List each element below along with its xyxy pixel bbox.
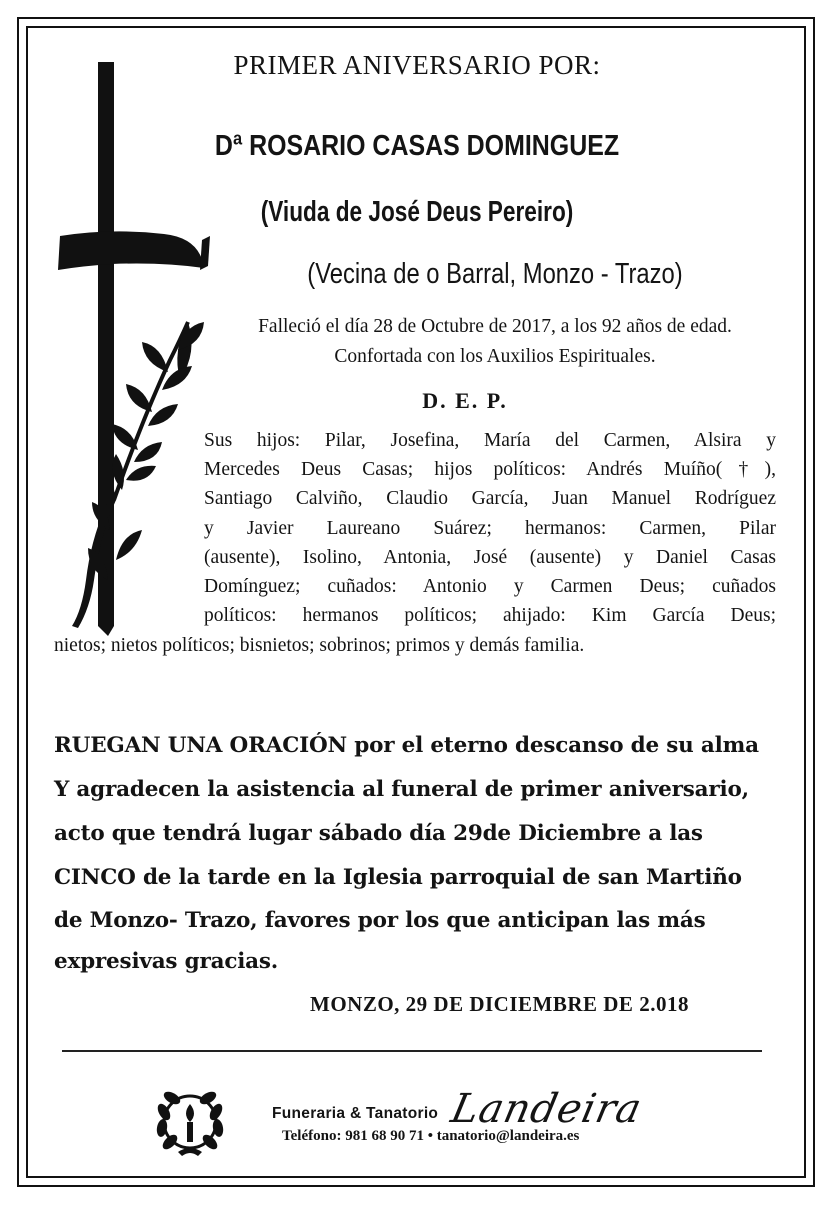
family-line: Santiago Calviño, Claudio García, Juan Manuel Rodríguez: [204, 488, 776, 509]
request-line: RUEGAN UNA ORACIÓN por el eterno descanso de su alma: [54, 733, 759, 758]
laurel-wreath-torch-icon: [150, 1082, 230, 1162]
family-line: Domínguez; cuñados: Antonio y Carmen Deus; cuñados: [204, 576, 776, 597]
family-line: (ausente), Isolino, Antonia, José (ausente) y Daniel Casas: [204, 547, 776, 568]
neighbor-line: (Vecina de o Barral, Monzo - Trazo): [307, 258, 683, 290]
deceased-full-name: ROSARIO CASAS DOMINGUEZ: [249, 130, 620, 162]
family-line: y Javier Laureano Suárez; hermanos: Carmen, Pilar: [204, 518, 776, 539]
funeral-home-label: Funeraria & Tanatorio: [272, 1105, 439, 1122]
request-line: de Monzo- Trazo, favores por los que anticipan las más: [54, 908, 706, 933]
request-line: expresivas gracias.: [54, 949, 279, 974]
deceased-name: [58, 130, 775, 163]
rip-label: D. E. P.: [422, 388, 508, 413]
request-line: CINCO de la tarde en la Iglesia parroquial de san Martiño: [54, 865, 742, 890]
family-line: políticos: hermanos políticos; ahijado: Kim García Deus;: [204, 605, 776, 626]
honorific-prefix: Dª: [214, 130, 243, 162]
request-line: acto que tendrá lugar sábado día 29de Diciembre a las: [54, 821, 703, 846]
request-line: Y agradecen la asistencia al funeral de primer aniversario,: [54, 777, 749, 802]
death-notice: Falleció el día 28 de Octubre de 2017, a los 92 años de edad. Confortada con los Auxilios Espirituales.: [258, 316, 732, 367]
place-date: MONZO, 29 DE DICIEMBRE DE 2.018: [310, 992, 689, 1016]
family-line: Sus hijos: Pilar, Josefina, María del Carmen, Alsira y: [204, 430, 776, 451]
contact-info: Teléfono: 981 68 90 71 • tanatorio@landeira.es: [282, 1128, 580, 1144]
anniversary-header: PRIMER ANIVERSARIO POR:: [233, 50, 601, 80]
landeira-logo: Landeira: [447, 1086, 647, 1132]
funeral-home-brand: [272, 1086, 647, 1132]
divider: [62, 1050, 762, 1052]
family-line: nietos; nietos políticos; bisnietos; sobrinos; primos y demás familia.: [54, 635, 585, 656]
family-line: Mercedes Deus Casas; hijos políticos: Andrés Muíño(†),: [204, 459, 776, 480]
widow-line: (Viuda de José Deus Pereiro): [260, 196, 574, 228]
